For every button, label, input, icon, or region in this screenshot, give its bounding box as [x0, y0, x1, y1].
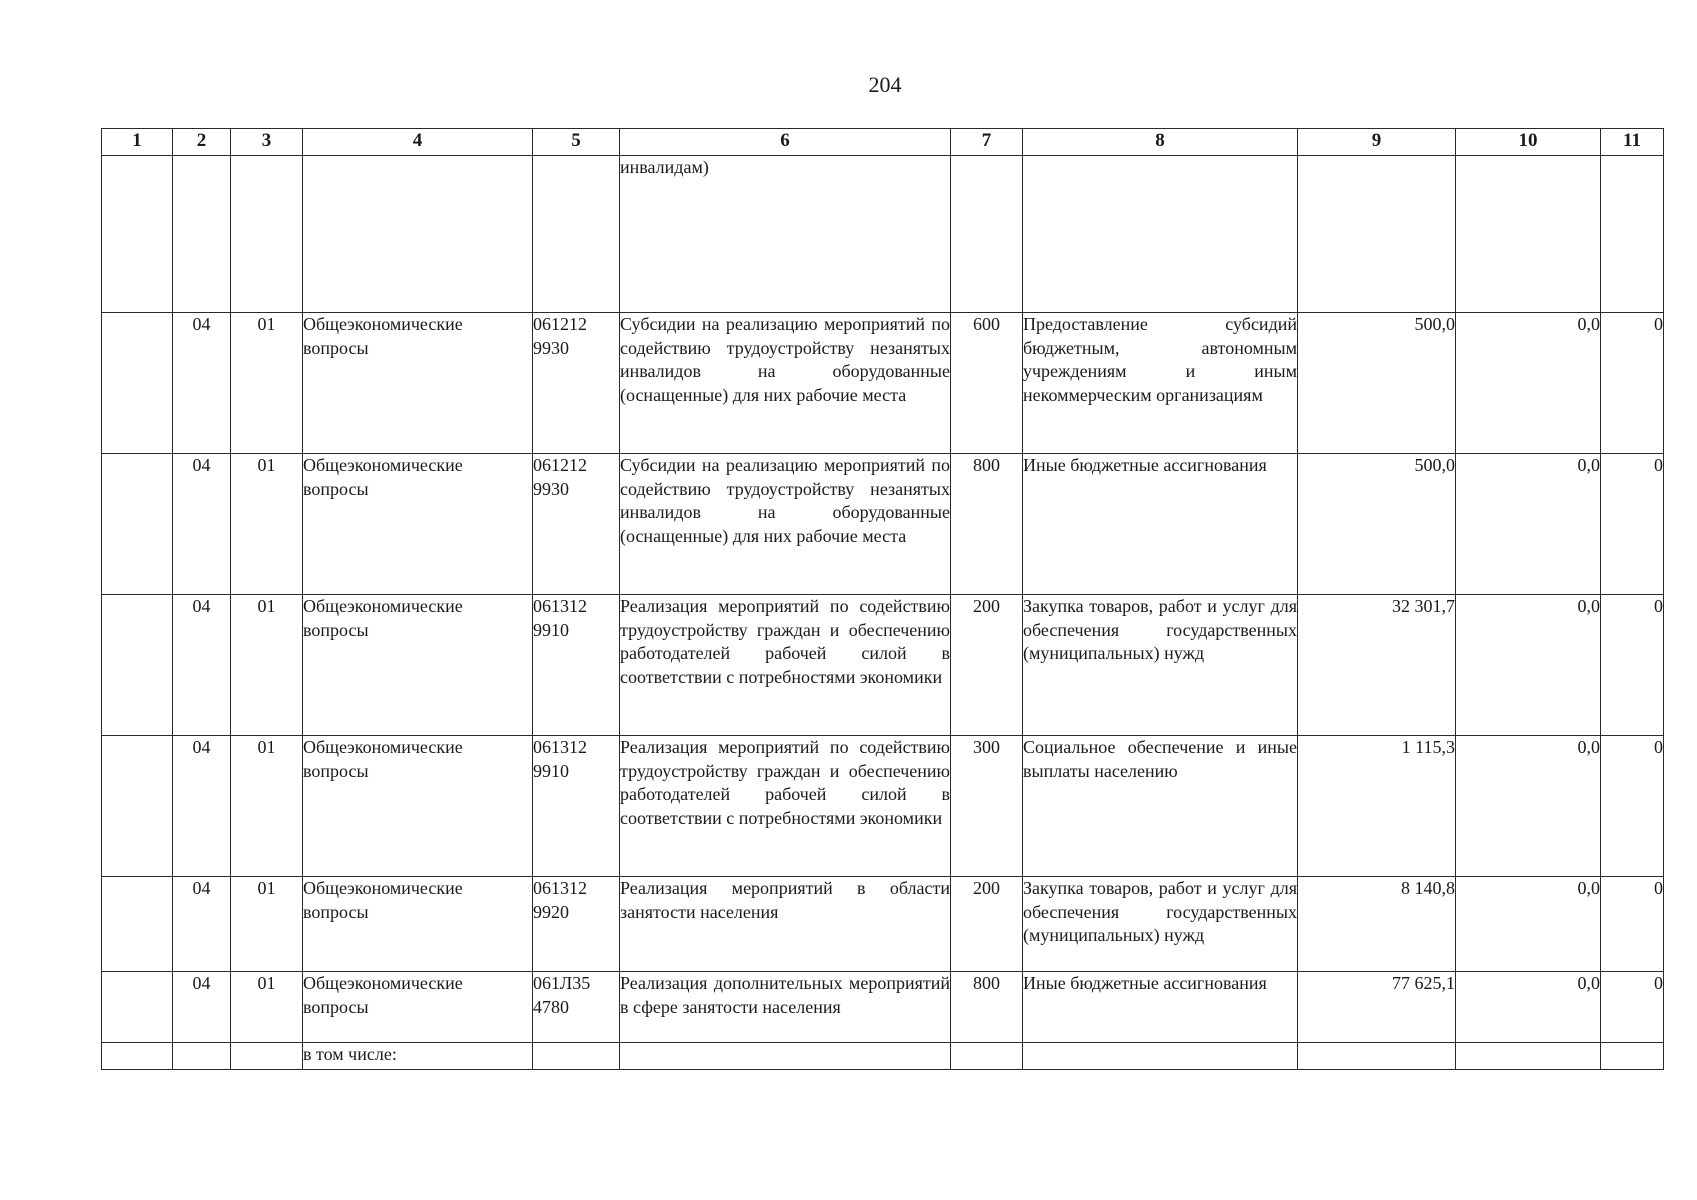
expense-type-code: 200: [951, 877, 1023, 972]
table-row: [102, 877, 1664, 972]
column-header-3: 3: [231, 129, 303, 156]
section-name: Общеэкономические вопросы: [303, 877, 533, 972]
section-name: Общеэкономические вопросы: [303, 454, 533, 595]
target-article-name: Реализация дополнительных мероприятий в сфере занятости населения: [620, 972, 951, 1043]
amount-col10: 0,0: [1456, 736, 1601, 877]
amount-col10: 0,0: [1456, 313, 1601, 454]
section-code: 04: [173, 877, 231, 972]
column-header-6: 6: [620, 129, 951, 156]
section-name: Общеэкономические вопросы: [303, 313, 533, 454]
subsection-code: 01: [231, 595, 303, 736]
section-code: 04: [173, 972, 231, 1043]
target-article-code: 061312 9920: [533, 877, 620, 972]
column-header-7: 7: [951, 129, 1023, 156]
target-article-name: Субсидии на реализацию мероприятий по содействию трудоустройству незанятых инвалидов на оборудованные (оснащенные) для них рабочие места: [620, 454, 951, 595]
section-name: Общеэкономические вопросы: [303, 595, 533, 736]
subsection-code: 01: [231, 454, 303, 595]
table-row: [102, 972, 1664, 1043]
cell-col1: [102, 972, 173, 1043]
section-code: 04: [173, 595, 231, 736]
expense-type-name: Иные бюджетные ассигнования: [1023, 972, 1298, 1043]
section-code: 04: [173, 454, 231, 595]
footer-row: [102, 1043, 1664, 1070]
cell-col1: [102, 454, 173, 595]
subsection-code: 01: [231, 972, 303, 1043]
expense-type-name: Социальное обеспечение и иные выплаты населению: [1023, 736, 1298, 877]
target-article-code: 061212 9930: [533, 313, 620, 454]
expense-type-name: Закупка товаров, работ и услуг для обеспечения государственных (муниципальных) нужд: [1023, 877, 1298, 972]
expense-type-name: Предоставление субсидий бюджетным, автономным учреждениям и иным некоммерческим организациям: [1023, 313, 1298, 454]
continuation-text: инвалидам): [620, 156, 951, 313]
column-header-11: 11: [1601, 129, 1664, 156]
amount-col11: 0: [1601, 736, 1664, 877]
amount-col10: 0,0: [1456, 454, 1601, 595]
amount-col10: 0,0: [1456, 877, 1601, 972]
target-article-code: 061312 9910: [533, 736, 620, 877]
column-header-9: 9: [1298, 129, 1456, 156]
table-row: [102, 313, 1664, 454]
section-name: Общеэкономические вопросы: [303, 736, 533, 877]
including-label: в том числе:: [303, 1043, 533, 1070]
target-article-name: Субсидии на реализацию мероприятий по содействию трудоустройству незанятых инвалидов на оборудованные (оснащенные) для них рабочие места: [620, 313, 951, 454]
table-row: [102, 736, 1664, 877]
amount-col11: 0: [1601, 454, 1664, 595]
column-header-10: 10: [1456, 129, 1601, 156]
amount-col10: 0,0: [1456, 972, 1601, 1043]
amount-col9: 32 301,7: [1298, 595, 1456, 736]
subsection-code: 01: [231, 313, 303, 454]
column-header-5: 5: [533, 129, 620, 156]
page-number: 204: [868, 72, 902, 97]
cell-col1: [102, 877, 173, 972]
cell-col1: [102, 595, 173, 736]
section-code: 04: [173, 313, 231, 454]
subsection-code: 01: [231, 877, 303, 972]
target-article-code: 061312 9910: [533, 595, 620, 736]
expense-type-code: 600: [951, 313, 1023, 454]
section-code: 04: [173, 736, 231, 877]
expense-type-code: 800: [951, 454, 1023, 595]
cell-col1: [102, 736, 173, 877]
amount-col11: 0: [1601, 313, 1664, 454]
expense-type-code: 300: [951, 736, 1023, 877]
table-header-row: [102, 129, 1664, 156]
amount-col11: 0: [1601, 877, 1664, 972]
column-header-2: 2: [173, 129, 231, 156]
column-header-4: 4: [303, 129, 533, 156]
expense-type-name: Иные бюджетные ассигнования: [1023, 454, 1298, 595]
target-article-code: 061Л35 4780: [533, 972, 620, 1043]
cell-col1: [102, 313, 173, 454]
amount-col9: 77 625,1: [1298, 972, 1456, 1043]
amount-col10: 0,0: [1456, 595, 1601, 736]
section-name: Общеэкономические вопросы: [303, 972, 533, 1043]
target-article-name: Реализация мероприятий по содействию трудоустройству граждан и обеспечению работодателей рабочей силой в соответствии с потребностями экономики: [620, 595, 951, 736]
amount-col9: 1 115,3: [1298, 736, 1456, 877]
subsection-code: 01: [231, 736, 303, 877]
expense-type-name: Закупка товаров, работ и услуг для обеспечения государственных (муниципальных) нужд: [1023, 595, 1298, 736]
column-header-8: 8: [1023, 129, 1298, 156]
column-header-1: 1: [102, 129, 173, 156]
table-row: [102, 595, 1664, 736]
budget-table: [101, 128, 1664, 1070]
amount-col9: 500,0: [1298, 313, 1456, 454]
target-article-code: 061212 9930: [533, 454, 620, 595]
amount-col9: 8 140,8: [1298, 877, 1456, 972]
amount-col11: 0: [1601, 595, 1664, 736]
target-article-name: Реализация мероприятий по содействию трудоустройству граждан и обеспечению работодателей рабочей силой в соответствии с потребностями экономики: [620, 736, 951, 877]
continuation-row: [102, 156, 1664, 313]
expense-type-code: 200: [951, 595, 1023, 736]
expense-type-code: 800: [951, 972, 1023, 1043]
amount-col9: 500,0: [1298, 454, 1456, 595]
target-article-name: Реализация мероприятий в области занятости населения: [620, 877, 951, 972]
amount-col11: 0: [1601, 972, 1664, 1043]
table-row: [102, 454, 1664, 595]
